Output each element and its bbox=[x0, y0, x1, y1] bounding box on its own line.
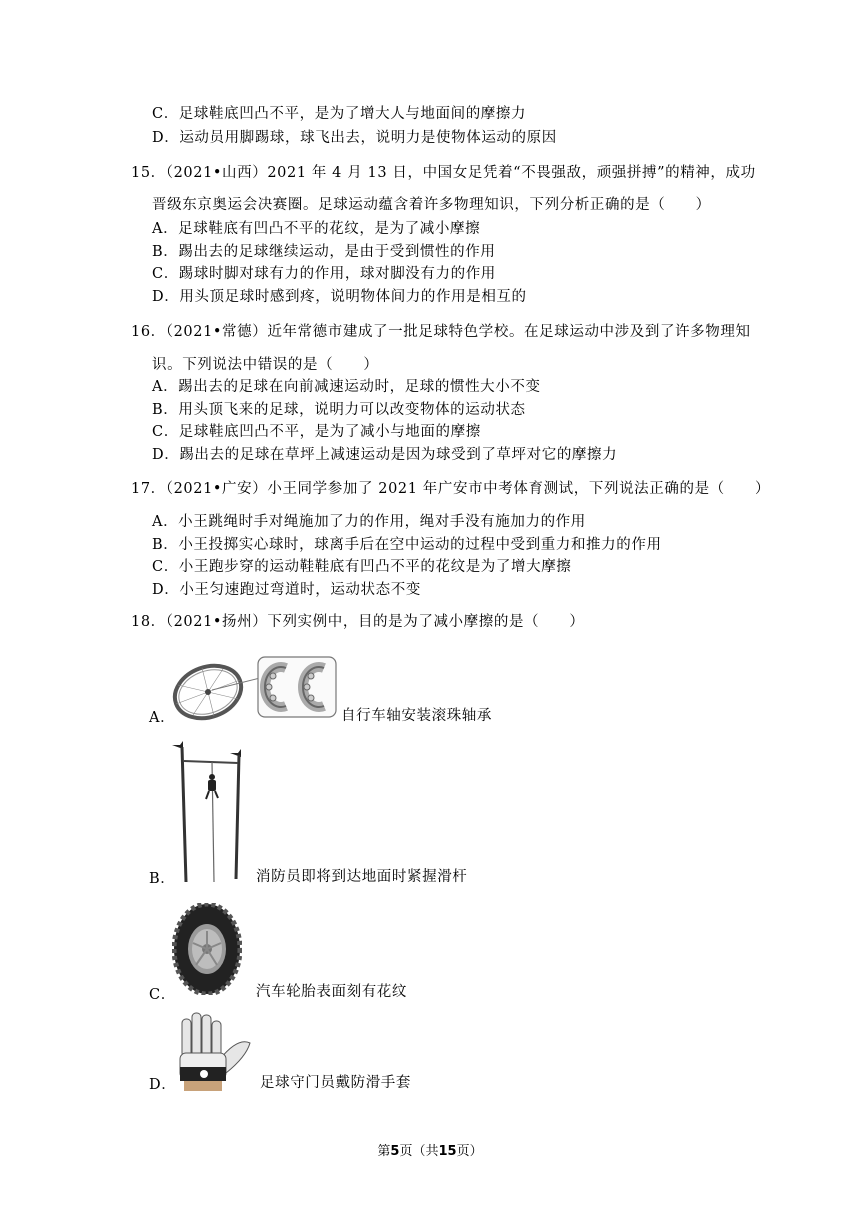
q16-option-a: A．踢出去的足球在向前减速运动时，足球的惯性大小不变 bbox=[152, 379, 541, 395]
q16-option-b: B．用头顶飞来的足球，说明力可以改变物体的运动状态 bbox=[152, 402, 526, 418]
q16-stem-line2: 识。下列说法中错误的是（ ） bbox=[152, 357, 379, 373]
q17-option-c: C．小王跑步穿的运动鞋鞋底有凹凸不平的花纹是为了增大摩擦 bbox=[152, 559, 572, 575]
q15-option-a: A．足球鞋底有凹凸不平的花纹，是为了减小摩擦 bbox=[152, 221, 481, 237]
q18-option-c-label: C． bbox=[149, 987, 176, 1003]
footer-prefix: 第 bbox=[377, 1144, 391, 1159]
q14-option-d: D．运动员用脚踢球，球飞出去，说明力是使物体运动的原因 bbox=[152, 130, 557, 146]
goalkeeper-glove-icon bbox=[180, 1013, 250, 1091]
q18-option-d-text: 足球守门员戴防滑手套 bbox=[260, 1075, 411, 1091]
q16-stem-line1: 16．（2021•常德）近年常德市建成了一批足球特色学校。在足球运动中涉及到了许多物理知 bbox=[131, 324, 751, 340]
q15-option-c: C．踢球时脚对球有力的作用，球对脚没有力的作用 bbox=[152, 266, 496, 282]
q18-option-b-label: B． bbox=[149, 871, 176, 887]
bicycle-wheel-icon bbox=[168, 657, 249, 722]
q18-option-a-text: 自行车轴安装滚珠轴承 bbox=[341, 708, 492, 724]
goalkeeper-glove-figure bbox=[176, 1009, 254, 1091]
q14-option-c: C．足球鞋底凹凸不平，是为了增大人与地面间的摩擦力 bbox=[152, 106, 527, 122]
fire-pole-figure bbox=[172, 741, 256, 883]
q18-option-d-label: D． bbox=[149, 1077, 177, 1093]
q17-stem-line1: 17．（2021•广安）小王同学参加了 2021 年广安市中考体育测试，下列说法正确的是（ ） bbox=[131, 481, 771, 497]
q18-option-c-text: 汽车轮胎表面刻有花纹 bbox=[256, 984, 407, 1000]
car-tire-icon bbox=[174, 904, 240, 994]
q17-option-d: D．小王匀速跑过弯道时，运动状态不变 bbox=[152, 582, 421, 598]
car-tire-figure bbox=[172, 903, 242, 995]
footer-total-pages: 15 bbox=[438, 1144, 457, 1159]
footer-suffix: 页） bbox=[456, 1144, 483, 1159]
bicycle-bearing-figure bbox=[168, 654, 340, 722]
q18-option-b-text: 消防员即将到达地面时紧握滑杆 bbox=[256, 869, 468, 885]
fire-pole-icon bbox=[172, 741, 241, 882]
q15-stem-line1: 15．（2021•山西）2021 年 4 月 13 日，中国女足凭着“不畏强敌，顽强拼搏”的精神，成功 bbox=[131, 165, 756, 181]
q15-option-b: B．踢出去的足球继续运动，是由于受到惯性的作用 bbox=[152, 244, 496, 260]
q18-option-a-label: A． bbox=[149, 710, 176, 726]
q15-option-d: D．用头顶足球时感到疼，说明物体间力的作用是相互的 bbox=[152, 289, 527, 305]
footer-page-number: 5 bbox=[390, 1144, 400, 1159]
page-footer bbox=[0, 1140, 860, 1159]
footer-middle: 页（共 bbox=[399, 1144, 439, 1159]
q15-stem-line2: 晋级东京奥运会决赛圈。足球运动蕴含着许多物理知识，下列分析正确的是（ ） bbox=[152, 197, 711, 213]
q18-stem-line1: 18．（2021•扬州）下列实例中，目的是为了减小摩擦的是（ ） bbox=[131, 614, 585, 630]
q16-option-d: D．踢出去的足球在草坪上减速运动是因为球受到了草坪对它的摩擦力 bbox=[152, 447, 618, 463]
q16-option-c: C．足球鞋底凹凸不平，是为了减小与地面的摩擦 bbox=[152, 424, 481, 440]
q17-option-b: B．小王投掷实心球时，球离手后在空中运动的过程中受到重力和推力的作用 bbox=[152, 537, 662, 553]
q17-option-a: A．小王跳绳时手对绳施加了力的作用，绳对手没有施加力的作用 bbox=[152, 514, 586, 530]
